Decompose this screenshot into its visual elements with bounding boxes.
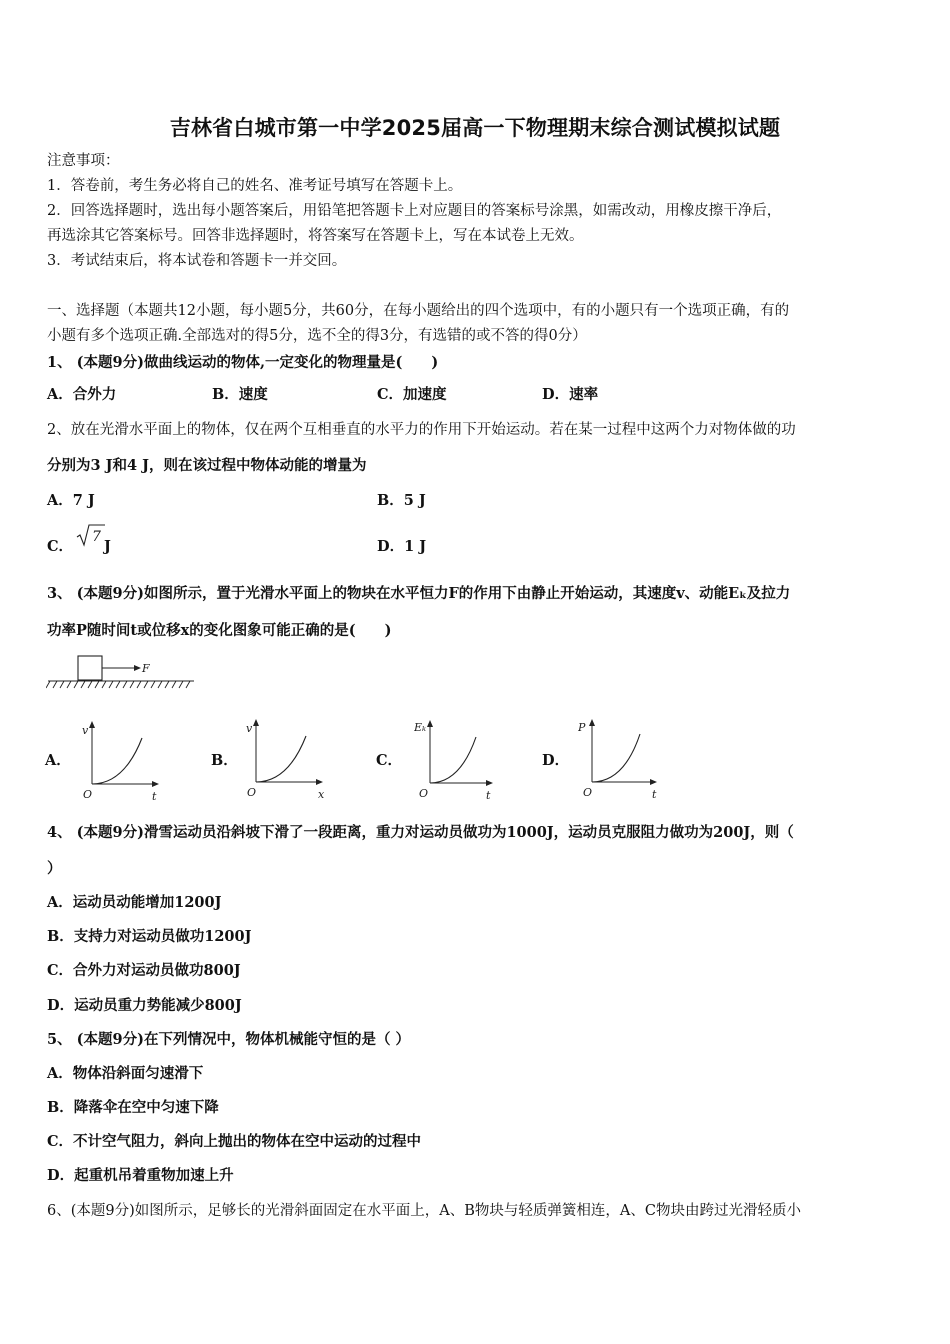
- q5-option-d: D．起重机吊着重物加速上升: [47, 1167, 234, 1184]
- graph-b-x-label: x: [318, 788, 325, 801]
- graph-a-y-label: v: [82, 724, 89, 737]
- q3-option-b: B．: [211, 752, 238, 769]
- graph-d-origin: O: [583, 786, 593, 799]
- q5-option-a: A．物体沿斜面匀速滑下: [47, 1065, 204, 1082]
- q2-option-b: B．5 J: [377, 492, 426, 509]
- graph-c-origin: O: [419, 787, 429, 800]
- q3-option-d: D．: [542, 752, 570, 769]
- q4-stem: ）: [47, 860, 62, 877]
- q2-option-a: A．7 J: [47, 492, 95, 509]
- force-label: F: [142, 662, 150, 675]
- graph-c-x-label: t: [486, 789, 491, 802]
- q1-option-b: B．速度: [212, 386, 268, 403]
- q3-graph-a: [80, 720, 162, 804]
- q6-stem: 6、(本题9分)如图所示，足够长的光滑斜面固定在水平面上，A、B物块与轻质弹簧相连，A、C物块由跨过光滑轻质小: [47, 1203, 801, 1219]
- section-header: 小题有多个选项正确.全部选对的得5分，选不全的得3分，有选错的或不答的得0分）: [47, 328, 587, 344]
- q1-option-a: A．合外力: [47, 386, 117, 403]
- notice-item: 2．回答选择题时，选出每小题答案后，用铅笔把答题卡上对应题目的答案标号涂黑，如需改动，用橡皮擦干净后，: [47, 203, 782, 219]
- q1-option-d: D．速率: [542, 386, 599, 403]
- notice-item: 1．答卷前，考生务必将自己的姓名、准考证号填写在答题卡上。: [47, 178, 463, 194]
- q1-option-c: C．加速度: [377, 386, 447, 403]
- q5-option-c: C．不计空气阻力，斜向上抛出的物体在空中运动的过程中: [47, 1133, 422, 1150]
- q4-stem: 4、 (本题9分)滑雪运动员沿斜坡下滑了一段距离，重力对运动员做功为1000J，运动员克服阻力做功为200J，则（: [47, 824, 794, 841]
- page-title: 吉林省白城市第一中学2025届高一下物理期末综合测试模拟试题: [169, 116, 781, 140]
- graph-b-origin: O: [247, 786, 257, 799]
- q2-option-d: D．1 J: [377, 538, 427, 555]
- graph-b-y-label: v: [246, 722, 253, 735]
- sqrt-radicand: 7: [92, 529, 101, 545]
- q2-stem: 分别为3 J和4 J，则在该过程中物体动能的增量为: [47, 457, 367, 474]
- sqrt-radical: [76, 523, 106, 549]
- ground-hatch: [46, 681, 190, 688]
- q3-graph-d: [578, 718, 660, 802]
- q3-option-a: A．: [45, 752, 71, 769]
- graph-a-origin: O: [83, 788, 93, 801]
- q4-option-a: A．运动员动能增加1200J: [47, 894, 222, 911]
- q4-option-c: C．合外力对运动员做功800J: [47, 962, 241, 979]
- graph-d-x-label: t: [652, 788, 657, 801]
- q4-option-d: D．运动员重力势能减少800J: [47, 997, 242, 1014]
- section-header: 一、选择题（本题共12小题，每小题5分，共60分，在每小题给出的四个选项中，有的小题只有一个选项正确，有的: [47, 303, 790, 319]
- block-force-diagram: [46, 653, 198, 691]
- graph-c-y-label: Eₖ: [414, 721, 427, 734]
- q3-stem: 3、 (本题9分)如图所示，置于光滑水平面上的物块在水平恒力F的作用下由静止开始运动，其速度v、动能Eₖ及拉力: [47, 585, 791, 602]
- notice-heading: 注意事项：: [47, 153, 120, 169]
- notice-item: 3．考试结束后，将本试卷和答题卡一并交回。: [47, 253, 347, 269]
- q3-option-c: C．: [376, 752, 403, 769]
- q3-graph-c: [414, 719, 496, 803]
- q4-option-b: B．支持力对运动员做功1200J: [47, 928, 252, 945]
- q2-option-c: C．: [47, 538, 74, 555]
- graph-a-x-label: t: [152, 790, 157, 803]
- notice-item: 再选涂其它答案标号。回答非选择题时，将答案写在答题卡上，写在本试卷上无效。: [47, 228, 584, 244]
- q5-option-b: B．降落伞在空中匀速下降: [47, 1099, 219, 1116]
- graph-d-y-label: P: [578, 721, 586, 734]
- q3-stem: 功率P随时间t或位移x的变化图象可能正确的是( ): [47, 622, 392, 639]
- q5-stem: 5、 (本题9分)在下列情况中，物体机械能守恒的是（ ）: [47, 1031, 410, 1048]
- block: [78, 656, 102, 680]
- q2-option-c-unit: J: [104, 538, 111, 555]
- q1-stem: 1、 (本题9分)做曲线运动的物体,一定变化的物理量是( ): [47, 354, 439, 371]
- q2-stem: 2、放在光滑水平面上的物体，仅在两个互相垂直的水平力的作用下开始运动。若在某一过程中这两个力对物体做的功: [47, 422, 796, 438]
- q3-graph-b: [244, 718, 326, 802]
